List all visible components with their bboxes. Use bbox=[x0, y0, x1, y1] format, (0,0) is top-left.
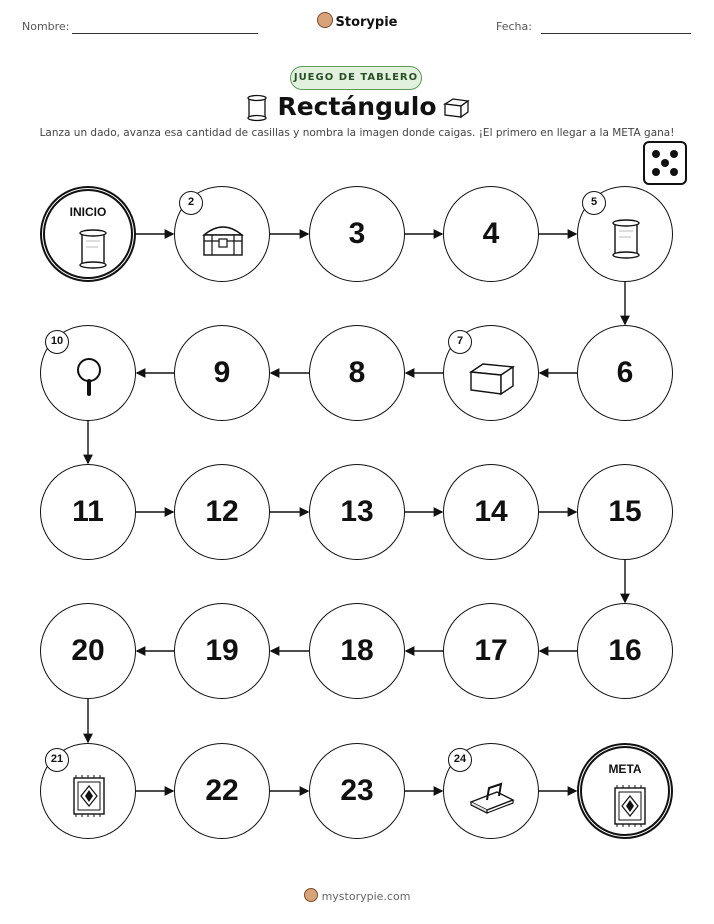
space-number: 22 bbox=[205, 774, 239, 807]
board-space-17 bbox=[443, 603, 539, 699]
instructions: Lanza un dado, avanza esa cantidad de casillas y nombra la imagen donde caigas. ¡El primero en llegar a la META gana! bbox=[39, 127, 675, 139]
space-number: 11 bbox=[72, 495, 104, 528]
board-space-15 bbox=[577, 464, 673, 560]
board-space-21 bbox=[40, 743, 136, 839]
board-space-11 bbox=[40, 464, 136, 560]
board-space-6 bbox=[577, 325, 673, 421]
scroll-icon bbox=[68, 227, 118, 271]
space-number-badge: 2 bbox=[179, 191, 203, 215]
space-number: 14 bbox=[474, 495, 508, 528]
board-space-14 bbox=[443, 464, 539, 560]
space-number: 19 bbox=[205, 634, 239, 667]
name-label: Nombre: bbox=[22, 20, 70, 33]
board-space-8 bbox=[309, 325, 405, 421]
board-space-1 bbox=[40, 186, 136, 282]
goal-label: META bbox=[608, 762, 642, 776]
board-space-24 bbox=[443, 743, 539, 839]
treasure-chest-icon bbox=[198, 217, 248, 261]
space-number: 8 bbox=[348, 356, 366, 389]
board-space-12 bbox=[174, 464, 270, 560]
board-space-25 bbox=[577, 743, 673, 839]
space-number: 4 bbox=[482, 217, 500, 250]
scroll-icon bbox=[601, 217, 651, 261]
board-space-4 bbox=[443, 186, 539, 282]
space-number-badge: 5 bbox=[582, 191, 606, 215]
board-space-10 bbox=[40, 325, 136, 421]
space-number-badge: 21 bbox=[45, 748, 69, 772]
space-number-badge: 10 bbox=[45, 330, 69, 354]
rug-icon bbox=[605, 784, 655, 828]
board-space-19 bbox=[174, 603, 270, 699]
space-number: 18 bbox=[340, 634, 374, 667]
board-space-7 bbox=[443, 325, 539, 421]
board-space-5 bbox=[577, 186, 673, 282]
board-space-13 bbox=[309, 464, 405, 560]
space-number-badge: 24 bbox=[448, 748, 472, 772]
block-icon bbox=[467, 356, 517, 400]
board-space-2 bbox=[174, 186, 270, 282]
space-number: 12 bbox=[205, 495, 239, 528]
game-badge: JUEGO DE TABLERO bbox=[290, 66, 422, 90]
footer-url: mystorypie.com bbox=[321, 890, 411, 903]
space-number-badge: 7 bbox=[448, 330, 472, 354]
space-number: 6 bbox=[616, 356, 634, 389]
board-space-9 bbox=[174, 325, 270, 421]
date-label: Fecha: bbox=[496, 20, 532, 33]
space-number: 15 bbox=[608, 495, 642, 528]
board-space-22 bbox=[174, 743, 270, 839]
magnifying-glass-icon bbox=[64, 356, 114, 400]
space-number: 17 bbox=[474, 634, 508, 667]
rug-icon bbox=[64, 774, 114, 818]
space-number: 13 bbox=[340, 495, 374, 528]
start-label: INICIO bbox=[69, 205, 107, 219]
board-space-20 bbox=[40, 603, 136, 699]
board-space-3 bbox=[309, 186, 405, 282]
trowel-icon bbox=[467, 774, 517, 818]
board-space-23 bbox=[309, 743, 405, 839]
space-number: 9 bbox=[213, 356, 231, 389]
space-number: 3 bbox=[348, 217, 366, 250]
board-space-18 bbox=[309, 603, 405, 699]
board-space-16 bbox=[577, 603, 673, 699]
page-title: Rectángulo bbox=[277, 92, 437, 121]
bear-logo-icon bbox=[304, 888, 318, 902]
space-number: 16 bbox=[608, 634, 642, 667]
footer bbox=[0, 888, 714, 903]
space-number: 20 bbox=[71, 634, 105, 667]
brand-name: Storypie bbox=[335, 15, 398, 30]
space-number: 23 bbox=[340, 774, 374, 807]
